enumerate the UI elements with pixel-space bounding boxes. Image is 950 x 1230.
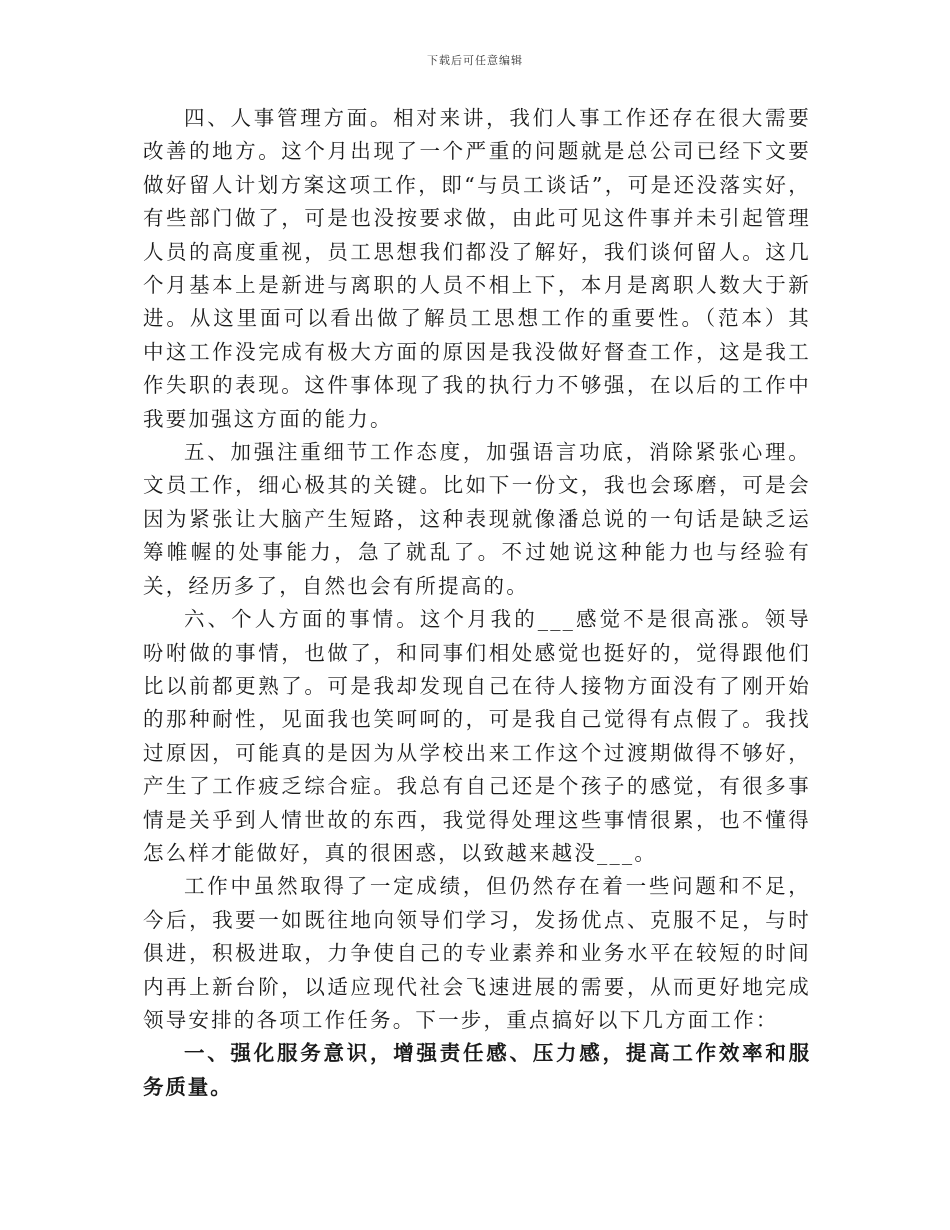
paragraph-attention-to-detail: 五、加强注重细节工作态度，加强语言功底，消除紧张心理。文员工作，细心极其的关键。比如下一份文，我也会琢磨，可是会因为紧张让大脑产生短路，这种表现就像潘总说的一句话是缺乏运筹帷幄的处事能力，急了就乱了。不过她说这种能力也与经验有关，经历多了，自然也会有所提高的。 — [143, 440, 811, 598]
page-header: 下载后可任意编辑 — [427, 54, 523, 67]
paragraph-summary: 工作中虽然取得了一定成绩，但仍然存在着一些问题和不足，今后，我要一如既往地向领导们学习，发扬优点、克服不足，与时俱进，积极进取，力争使自己的专业素养和业务水平在较短的时间内再上新台阶，以适应现代社会飞速进展的需要，从而更好地完成领导安排的各项工作任务。下一步，重点搞好以下几方面工作： — [143, 874, 811, 1032]
section-heading-service-awareness: 一、强化服务意识，增强责任感、压力感，提高工作效率和服务质量。 — [143, 1041, 811, 1099]
paragraph-personal-matters: 六、个人方面的事情。这个月我的___感觉不是很高涨。领导吩咐做的事情，也做了，和同事们相处感觉也挺好的，觉得跟他们比以前都更熟了。可是我却发现自己在待人接物方面没有了刚开始的那种耐性，见面我也笑呵呵的，可是我自己觉得有点假了。我找过原因，可能真的是因为从学校出来工作这个过渡期做得不够好，产生了工作疲乏综合症。我总有自己还是个孩子的感觉，有很多事情是关乎到人情世故的东西，我觉得处理这些事情很累，也不懂得怎么样才能做好，真的很困惑，以致越来越没___。 — [143, 607, 811, 865]
document-body — [143, 102, 811, 1104]
paragraph-hr-management: 四、人事管理方面。相对来讲，我们人事工作还存在很大需要改善的地方。这个月出现了一个严重的问题就是总公司已经下文要做好留人计划方案这项工作，即“与员工谈话”，可是还没落实好，有些部门做了，可是也没按要求做，由此可见这件事并未引起管理人员的高度重视，员工思想我们都没了解好，我们谈何留人。这几个月基本上是新进与离职的人员不相上下，本月是离职人数大于新进。从这里面可以看出做了解员工思想工作的重要性。（范本）其中这工作没完成有极大方面的原因是我没做好督查工作，这是我工作失职的表现。这件事体现了我的执行力不够强，在以后的工作中我要加强这方面的能力。 — [143, 106, 811, 431]
